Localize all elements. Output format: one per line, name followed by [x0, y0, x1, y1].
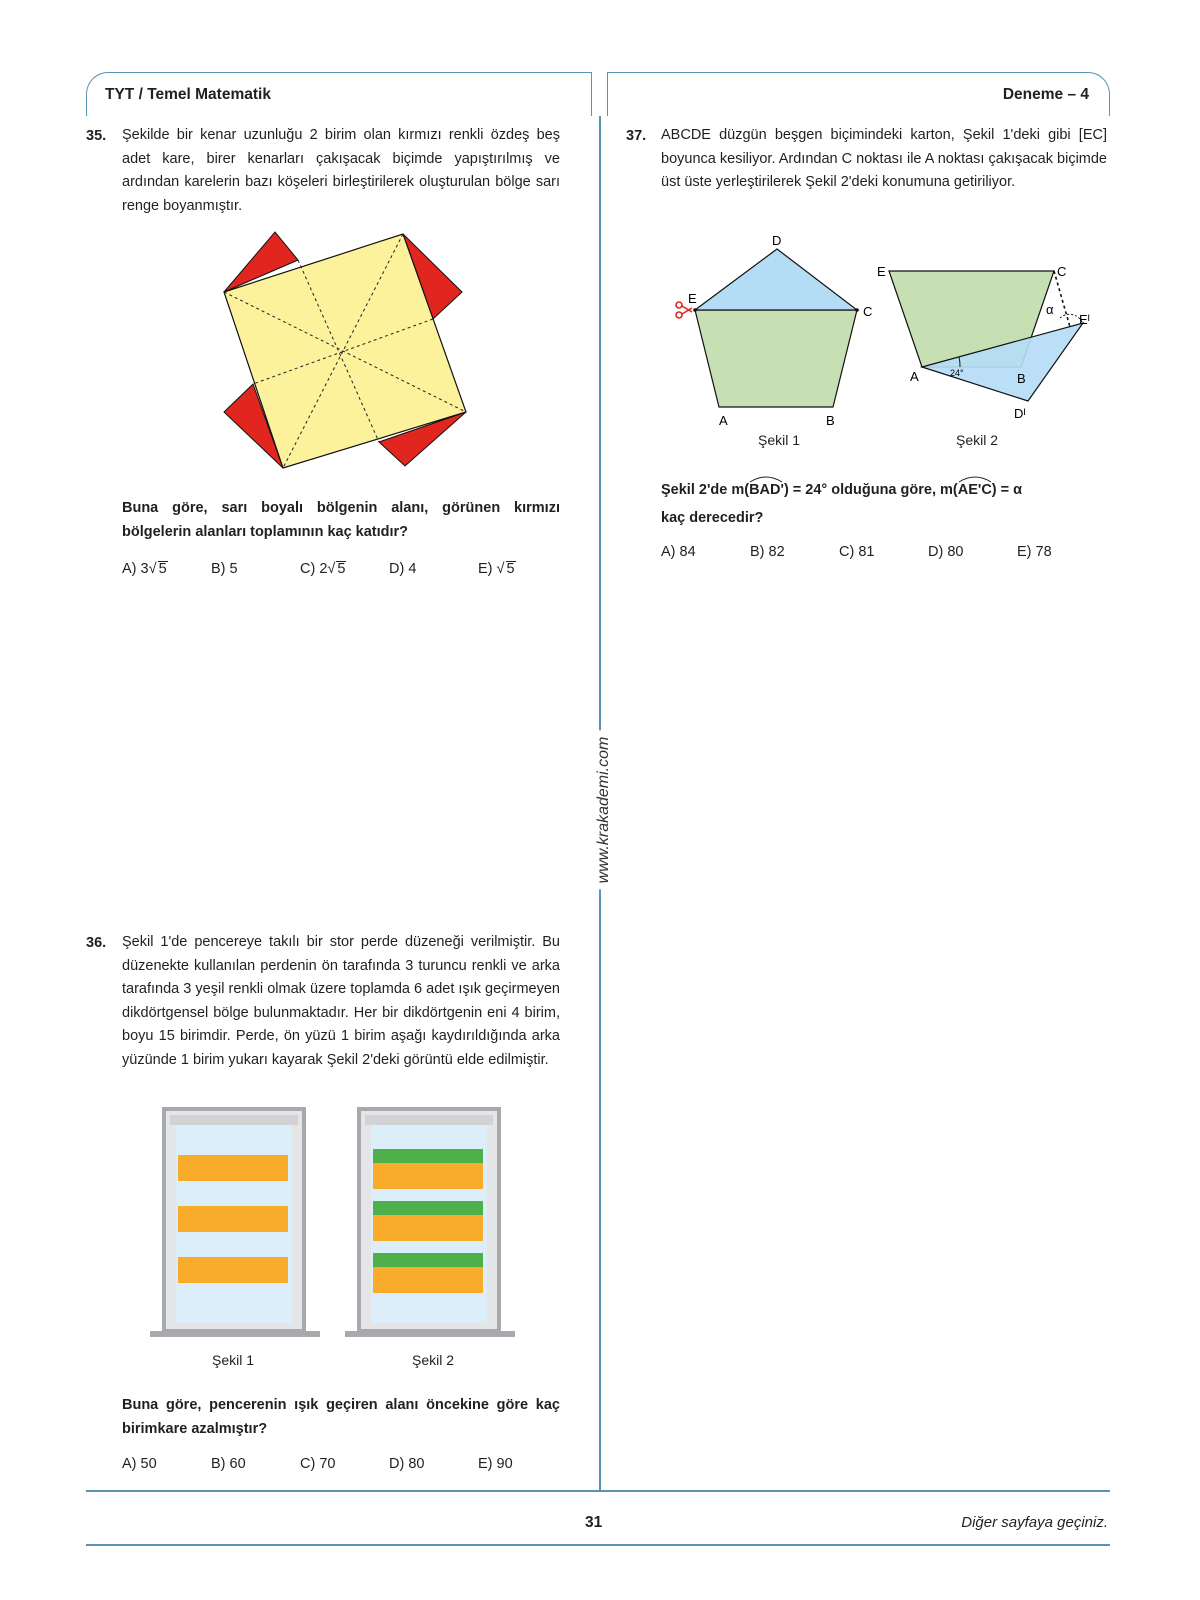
- fig1-label-c: C: [863, 304, 873, 319]
- orange-strip: [373, 1163, 483, 1189]
- page-number: 31: [585, 1514, 603, 1531]
- footer-bottom-rule: [86, 1544, 1110, 1546]
- q36-choice-a[interactable]: A) 50: [122, 1456, 157, 1472]
- next-page-note: Diğer sayfaya geçiniz.: [961, 1514, 1108, 1531]
- fig2-label-e: E: [877, 264, 886, 279]
- q37-choices: [661, 544, 1107, 566]
- q35-choice-c[interactable]: C) 2√ 5: [300, 561, 346, 577]
- q36-choice-b[interactable]: B) 60: [211, 1456, 246, 1472]
- q37-choice-d[interactable]: D) 80: [928, 544, 964, 560]
- exam-subject-title: TYT / Temel Matematik: [105, 86, 271, 103]
- fig2-angle-label: 24°: [950, 368, 964, 378]
- orange-strip: [178, 1206, 288, 1232]
- q36-text: Şekil 1'de pencereye takılı bir stor perde düzeneği verilmiştir. Bu düzenekte kullanılan perdenin ön tarafında 3 turuncu renkli ve arka tarafında 3 yeşil renkli olmak üzere toplamda 6 adet ışık geçirmeyen dikdörtgensel bölge bulunmaktadır. Her bir dikdörtgenin eni 4 birim, boyu 15 birimdir. Perde, ön yüzü 1 birim aşağı kaydırıldığında arka yüzünde 1 birim yukarı kayarak Şekil 2'deki görüntü elde edilmiştir.: [122, 934, 560, 1068]
- q37-question-line2: kaç derecedir?: [661, 510, 764, 526]
- orange-strip: [178, 1257, 288, 1283]
- fig2-label-e-prime: Eᴵ: [1079, 312, 1090, 327]
- q35-figure: [210, 222, 470, 472]
- q37-choice-e[interactable]: E) 78: [1017, 544, 1052, 560]
- orange-strip: [178, 1155, 288, 1181]
- q37-figure-1: [668, 225, 888, 450]
- q36-window-figure-1: [150, 1105, 320, 1345]
- orange-strip: [373, 1215, 483, 1241]
- q35-choice-b[interactable]: B) 5: [211, 561, 238, 577]
- q36-choice-e[interactable]: E) 90: [478, 1456, 513, 1472]
- fig2-label-a: A: [910, 369, 919, 384]
- q37-text: ABCDE düzgün beşgen biçimindeki karton, Şekil 1'deki gibi [EC] boyunca kesiliyor. Ardından C noktası ile A noktası çakışacak biçimde üst üste yerleştirilerek Şekil 2'deki konumuna getiriliyor.: [661, 127, 1107, 190]
- orange-strip: [373, 1267, 483, 1293]
- q36-choices: [122, 1456, 562, 1478]
- q36-choice-c[interactable]: C) 70: [300, 1456, 336, 1472]
- q37-choice-b[interactable]: B) 82: [750, 544, 785, 560]
- q37-figure2-caption: Şekil 2: [956, 432, 999, 448]
- q37-choice-a[interactable]: A) 84: [661, 544, 696, 560]
- fig2-label-b: B: [1017, 371, 1026, 386]
- fig2-label-alpha: α: [1046, 302, 1054, 317]
- fig1-label-d: D: [772, 233, 782, 248]
- header-right-box: [607, 72, 1110, 116]
- fig1-label-a: A: [719, 413, 728, 428]
- q36-figure1-caption: Şekil 1: [212, 1352, 255, 1368]
- header-left-box: [86, 72, 592, 116]
- exam-name-title: Deneme – 4: [1002, 86, 1089, 103]
- pentagon-top-triangle: [695, 249, 857, 310]
- q37-number: 37.: [626, 128, 647, 144]
- fig1-label-b: B: [826, 413, 835, 428]
- green-strip: [373, 1253, 483, 1267]
- q36-window-figure-2: [345, 1105, 515, 1345]
- q35-choices: [122, 561, 562, 583]
- footer-top-rule: [86, 1490, 1110, 1492]
- q35-choice-a[interactable]: A) 3√ 5: [122, 561, 167, 577]
- q37-question-line1: Şekil 2'de m( BAD') = 24° olduğuna göre, m( AE'C) = α: [661, 478, 1107, 498]
- fig1-label-e: E: [688, 291, 697, 306]
- q35-text: Şekilde bir kenar uzunluğu 2 birim olan kırmızı renkli özdeş beş adet kare, birer kenarları çakışacak biçimde yapıştırılmış ve ardından karelerin bazı köşeleri birleştirilerek oluşturulan bölge sarı renge boyanmıştır.: [122, 127, 560, 214]
- q37-figure1-caption: Şekil 1: [758, 432, 801, 448]
- fig2-label-d-prime: Dᴵ: [1014, 406, 1026, 421]
- q36-question: Buna göre, pencerenin ışık geçiren alanı öncekine göre kaç birimkare azalmıştır?: [122, 1397, 560, 1437]
- q35-choice-e[interactable]: E) √ 5: [478, 561, 515, 577]
- q35-number: 35.: [86, 128, 107, 144]
- q37-figure-2: [868, 255, 1098, 430]
- q35-question: Buna göre, sarı boyalı bölgenin alanı, görünen kırmızı bölgelerin alanları toplamının kaç katıdır?: [122, 500, 560, 540]
- q37-choice-c[interactable]: C) 81: [839, 544, 875, 560]
- watermark-url: www.krakademi.com: [595, 731, 613, 890]
- q36-number: 36.: [86, 935, 107, 951]
- green-strip: [373, 1201, 483, 1215]
- fig2-label-c: C: [1057, 264, 1067, 279]
- pentagon-lower-part: [695, 310, 857, 407]
- q36-figure2-caption: Şekil 2: [412, 1352, 455, 1368]
- q35-choice-d[interactable]: D) 4: [389, 561, 417, 577]
- green-strip: [373, 1149, 483, 1163]
- q36-choice-d[interactable]: D) 80: [389, 1456, 425, 1472]
